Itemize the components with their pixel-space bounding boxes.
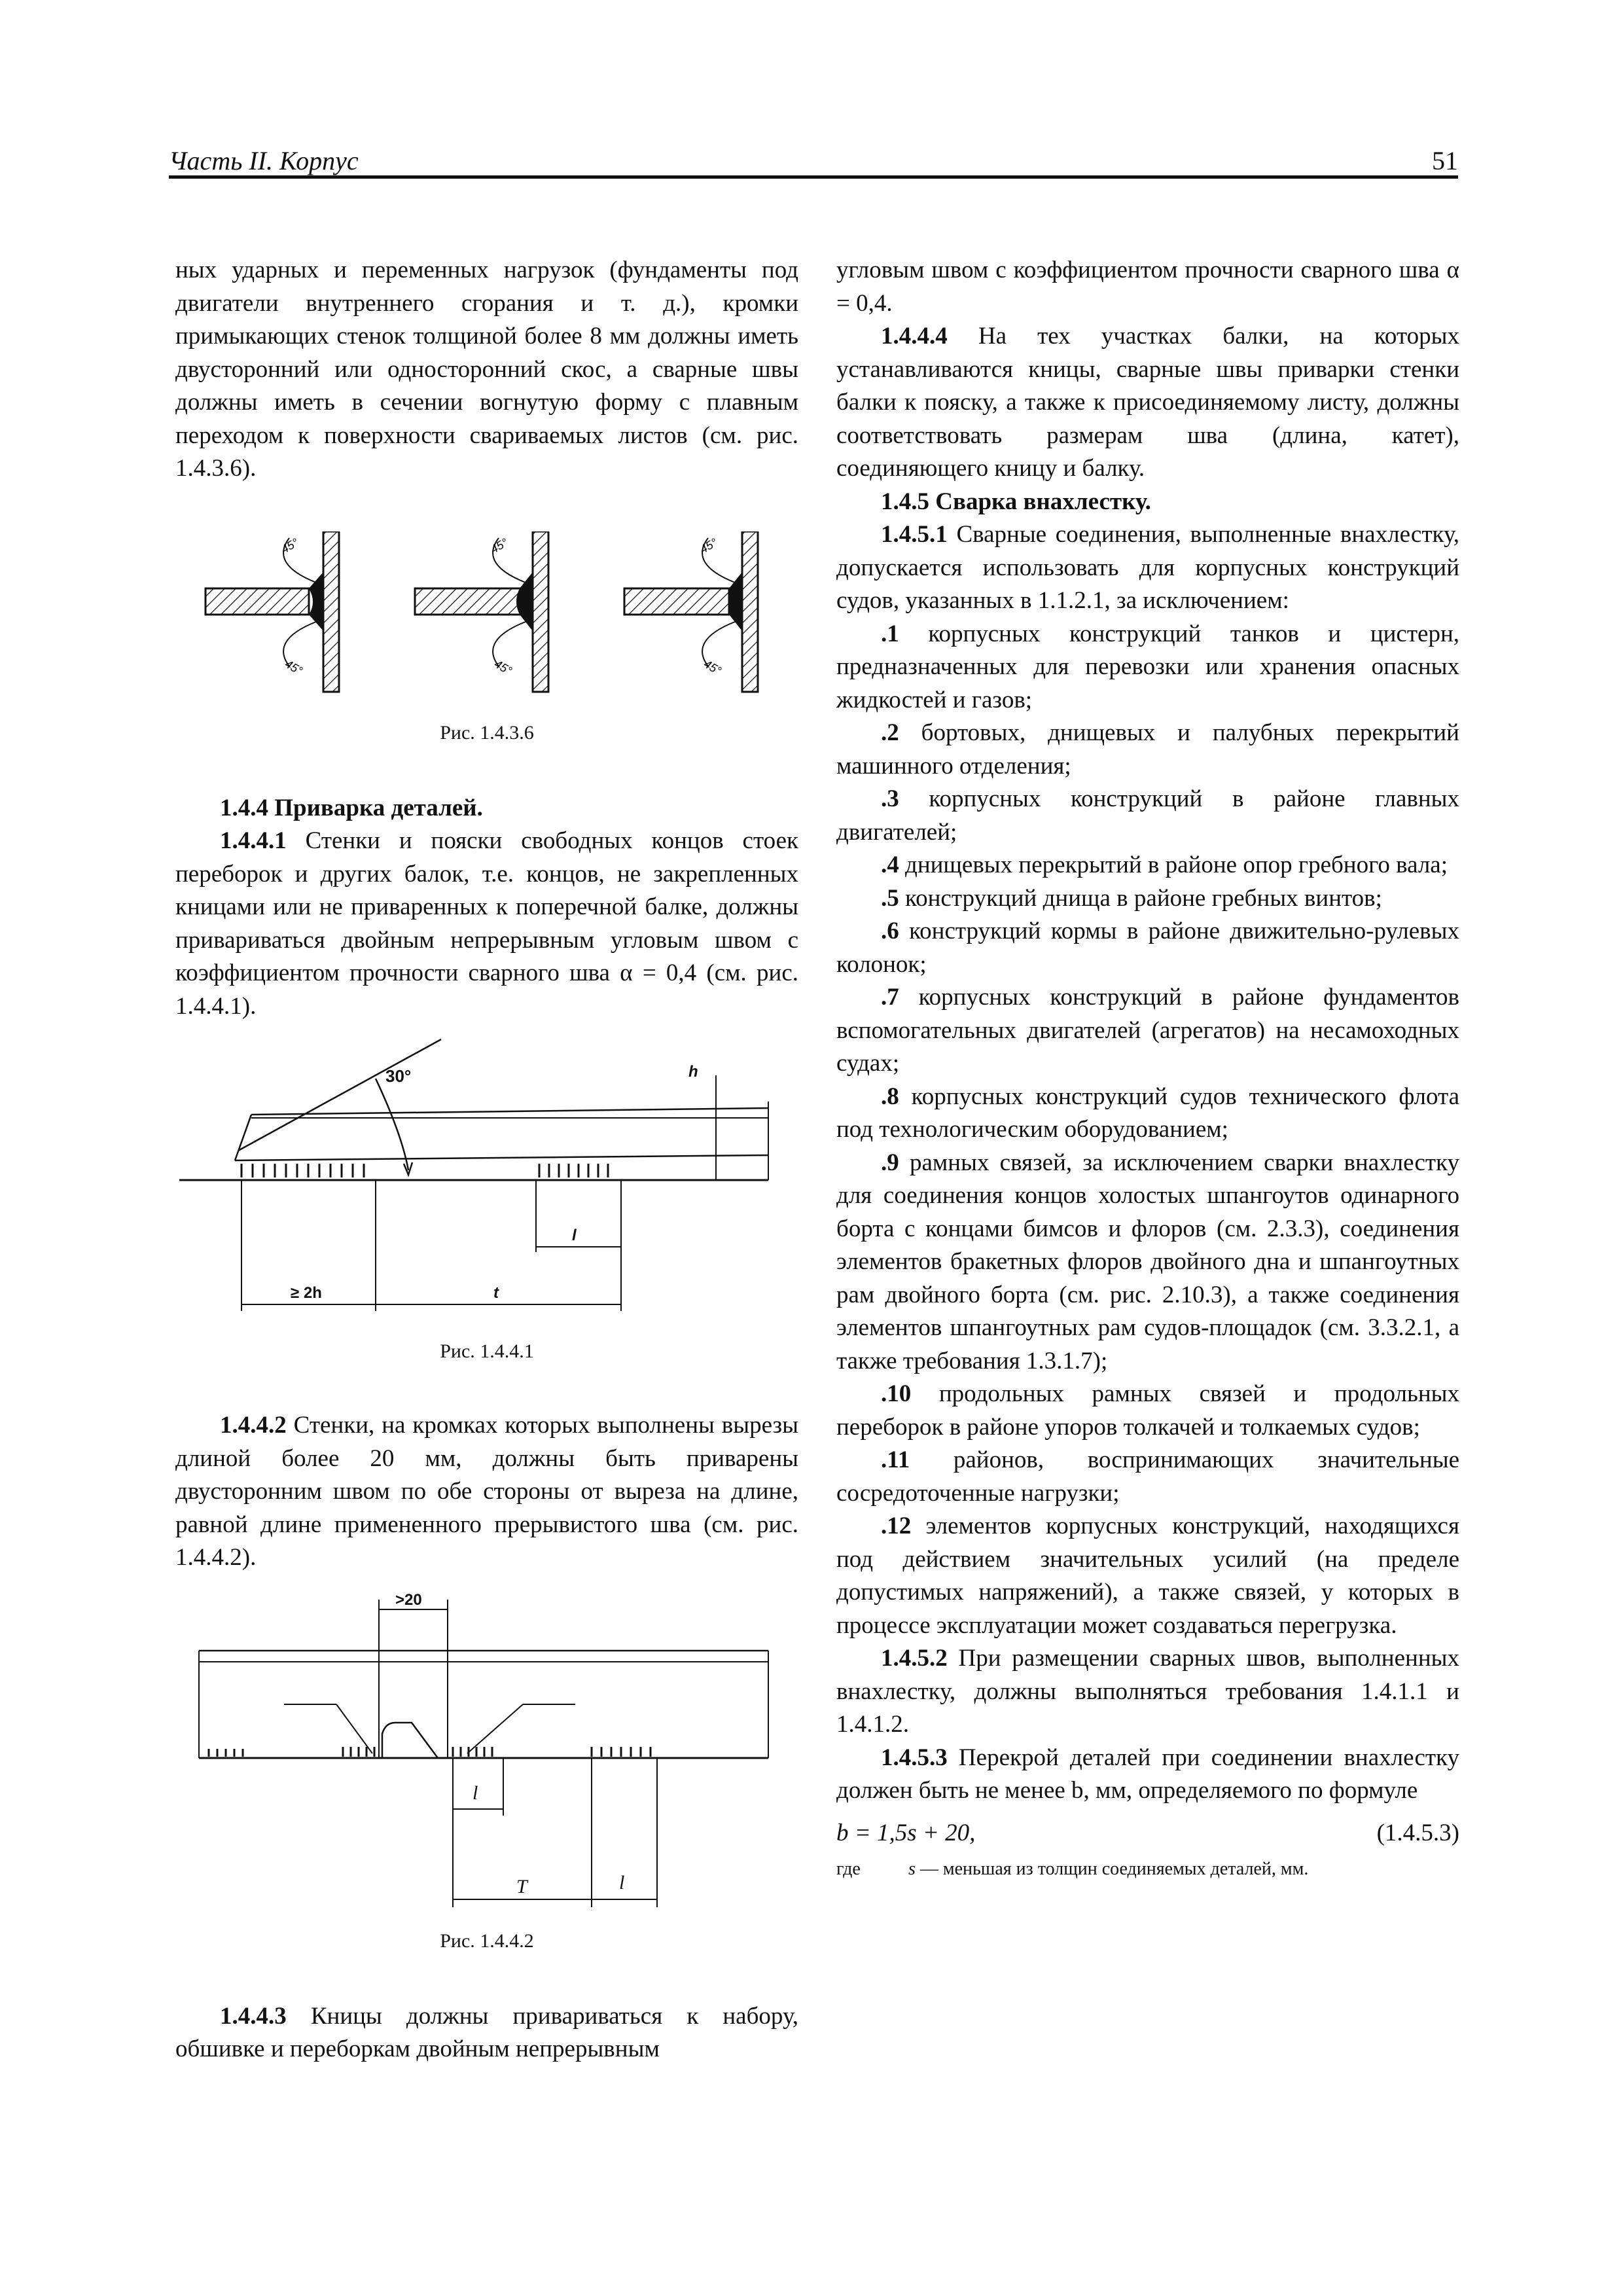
svg-text:45°: 45° <box>488 535 510 556</box>
where-text: — меньшая из толщин соединяемых деталей, мм. <box>915 1858 1309 1879</box>
right-column <box>836 254 1459 1882</box>
svg-text:T: T <box>516 1875 527 1897</box>
section-heading: 1.4.4 Приварка деталей. <box>220 794 483 821</box>
figure-1-4-4-1 <box>179 1036 794 1324</box>
clause-number: 1.4.4.4 <box>881 323 948 350</box>
formula <box>836 1817 1459 1854</box>
running-header <box>169 145 1458 178</box>
weld-detail-2 <box>415 531 548 692</box>
formula-expression: b = 1,5s + 20, <box>836 1819 976 1846</box>
paragraph-continuation: угловым швом с коэффициентом прочности сварного шва α = 0,4. <box>836 257 1459 317</box>
where-symbol: s <box>908 1858 916 1879</box>
weld-detail-3 <box>624 531 758 692</box>
list-item: .8 корпусных конструкций судов технического флота под технологическим оборудованием; <box>836 1083 1459 1143</box>
list-item: .12 элементов корпусных конструкций, находящихся под действием значительных усилий (на пределе допустимых напряжений), а также связей, у которых в процессе эксплуатации может создаваться перегрузка. <box>836 1513 1459 1639</box>
left-column <box>175 254 798 2066</box>
clause-number: 1.4.5.2 <box>881 1645 948 1672</box>
clause-text: Стенки и пояски свободных концов стоек переборок и других балок, т.е. концов, не закрепленных кницами или не приваренных к поперечной балке, должны привариваться двойным непрерывным угловым швом с коэффициентом прочности сварного шва α = 0,4 (см. рис. 1.4.4.1). <box>175 827 798 1020</box>
list-item: .2 бортовых, днищевых и палубных перекрытий машинного отделения; <box>836 719 1459 780</box>
section-heading: 1.4.5 Сварка внахлестку. <box>881 488 1151 515</box>
formula-legend <box>836 1856 1459 1882</box>
clause-text: Сварные соединения, выполненные внахлестку, допускается использовать для корпусных конструкций судов, указанных в 1.1.2.1, за исключением: <box>836 521 1459 614</box>
header-title: Часть II. Корпус <box>169 146 359 175</box>
list-item: .6 конструкций кормы в районе движительно-рулевых колонок; <box>836 918 1459 978</box>
svg-text:≥ 2h: ≥ 2h <box>291 1284 322 1302</box>
clause-number: 1.4.4.1 <box>220 827 287 854</box>
list-item: .7 корпусных конструкций в районе фундаментов вспомогательных двигателей (агрегатов) на несамоходных судах; <box>836 984 1459 1077</box>
paragraph-1-4-5-1 <box>836 518 1459 618</box>
weld-detail-1 <box>205 531 339 692</box>
clause-text: Кницы должны привариваться к набору, обшивке и переборкам двойным непрерывным <box>175 2002 798 2062</box>
figure-caption: Рис. 1.4.3.6 <box>440 721 534 744</box>
list-item: .5 конструкций днища в районе гребных винтов; <box>881 884 1382 912</box>
svg-text:l: l <box>572 1227 577 1244</box>
clause-text: Стенки, на кромках которых выполнены вырезы длиной более 20 мм, должны быть приварены двусторонним швом по обе стороны от выреза на длине, равной длине примененного прерывистого шва (см. рис. 1.4.4.2). <box>175 1412 798 1571</box>
clause-text: Перекрой деталей при соединении внахлестку должен быть не менее b, мм, определяемого по формуле <box>836 1744 1459 1804</box>
clause-text: На тех участках балки, на которых устанавливаются кницы, сварные швы приварки стенки балки к пояску, а также к присоединяемому листу, должны соответствовать размерам шва (длина, катет), соединяющего кницу и балку. <box>836 323 1459 482</box>
paragraph-1-4-4-4 <box>836 320 1459 486</box>
svg-text:45°: 45° <box>279 535 301 556</box>
list-item: .10 продольных рамных связей и продольных переборок в районе упоров толкачей и толкаемых судов; <box>836 1380 1459 1441</box>
svg-text:l: l <box>619 1871 625 1893</box>
formula-number: (1.4.5.3) <box>1376 1819 1459 1846</box>
figure-1-4-3-6 <box>192 531 781 695</box>
clause-number: 1.4.5.3 <box>881 1744 948 1771</box>
paragraph-continuation: ных ударных и переменных нагрузок (фундаменты под двигатели внутреннего сгорания и т. д.), кромки примыкающих стенок толщиной более 8 мм должны иметь двусторонний или односторонний скос, а сварные швы должны иметь в сечении вогнутую форму с плавным переходом к поверхности свариваемых листов (см. рис. 1.4.3.6). <box>175 257 798 482</box>
svg-text:l: l <box>473 1782 478 1804</box>
page-number: 51 <box>1432 146 1458 175</box>
svg-text:45°: 45° <box>702 656 724 677</box>
paragraph-1-4-4-3 <box>175 2000 798 2066</box>
clause-number: 1.4.4.3 <box>220 2002 287 2030</box>
svg-text:45°: 45° <box>698 535 720 556</box>
clause-text: При размещении сварных швов, выполненных внахлестку, должны выполняться требования 1.4.1.1 и 1.4.1.2. <box>836 1645 1459 1738</box>
clause-number: 1.4.5.1 <box>881 521 948 548</box>
svg-text:45°: 45° <box>492 656 514 677</box>
list-item: .11 районов, воспринимающих значительные сосредоточенные нагрузки; <box>836 1446 1459 1507</box>
paragraph-1-4-5-2 <box>836 1642 1459 1742</box>
svg-text:t: t <box>493 1284 499 1302</box>
figure-caption: Рис. 1.4.4.2 <box>440 1929 534 1952</box>
paragraph-1-4-4-2 <box>175 1409 798 1575</box>
figure-1-4-4-2 <box>179 1587 794 1920</box>
header-rule <box>169 175 1458 179</box>
clause-number: 1.4.4.2 <box>220 1412 287 1439</box>
list-item: .4 днищевых перекрытий в районе опор гребного вала; <box>881 852 1448 878</box>
svg-text:45°: 45° <box>283 656 305 677</box>
paragraph-1-4-5-3 <box>836 1742 1459 1808</box>
list-item: .1 корпусных конструкций танков и цистерн, предназначенных для перевозки или хранения опасных жидкостей и газов; <box>836 620 1459 713</box>
list-item: .9 рамных связей, за исключением сварки внахлестку для соединения концов холостых шпангоутов одинарного борта с концами бимсов и флоров (см. 2.3.3), соединения элементов бракетных флоров двойного дна и шпангоутных рам двойного борта (см. рис. 2.10.3), а также соединения элементов шпангоутных рам судов-площадок (см. 3.3.2.1, а также требования 1.3.1.7); <box>836 1149 1459 1374</box>
where-label: где <box>836 1858 861 1879</box>
svg-text:h: h <box>688 1063 698 1081</box>
figure-caption: Рис. 1.4.4.1 <box>440 1340 534 1362</box>
svg-text:>20: >20 <box>395 1590 422 1609</box>
list-item: .3 корпусных конструкций в районе главных двигателей; <box>836 785 1459 846</box>
paragraph-1-4-4-1 <box>175 825 798 1023</box>
svg-text:30°: 30° <box>385 1066 412 1086</box>
